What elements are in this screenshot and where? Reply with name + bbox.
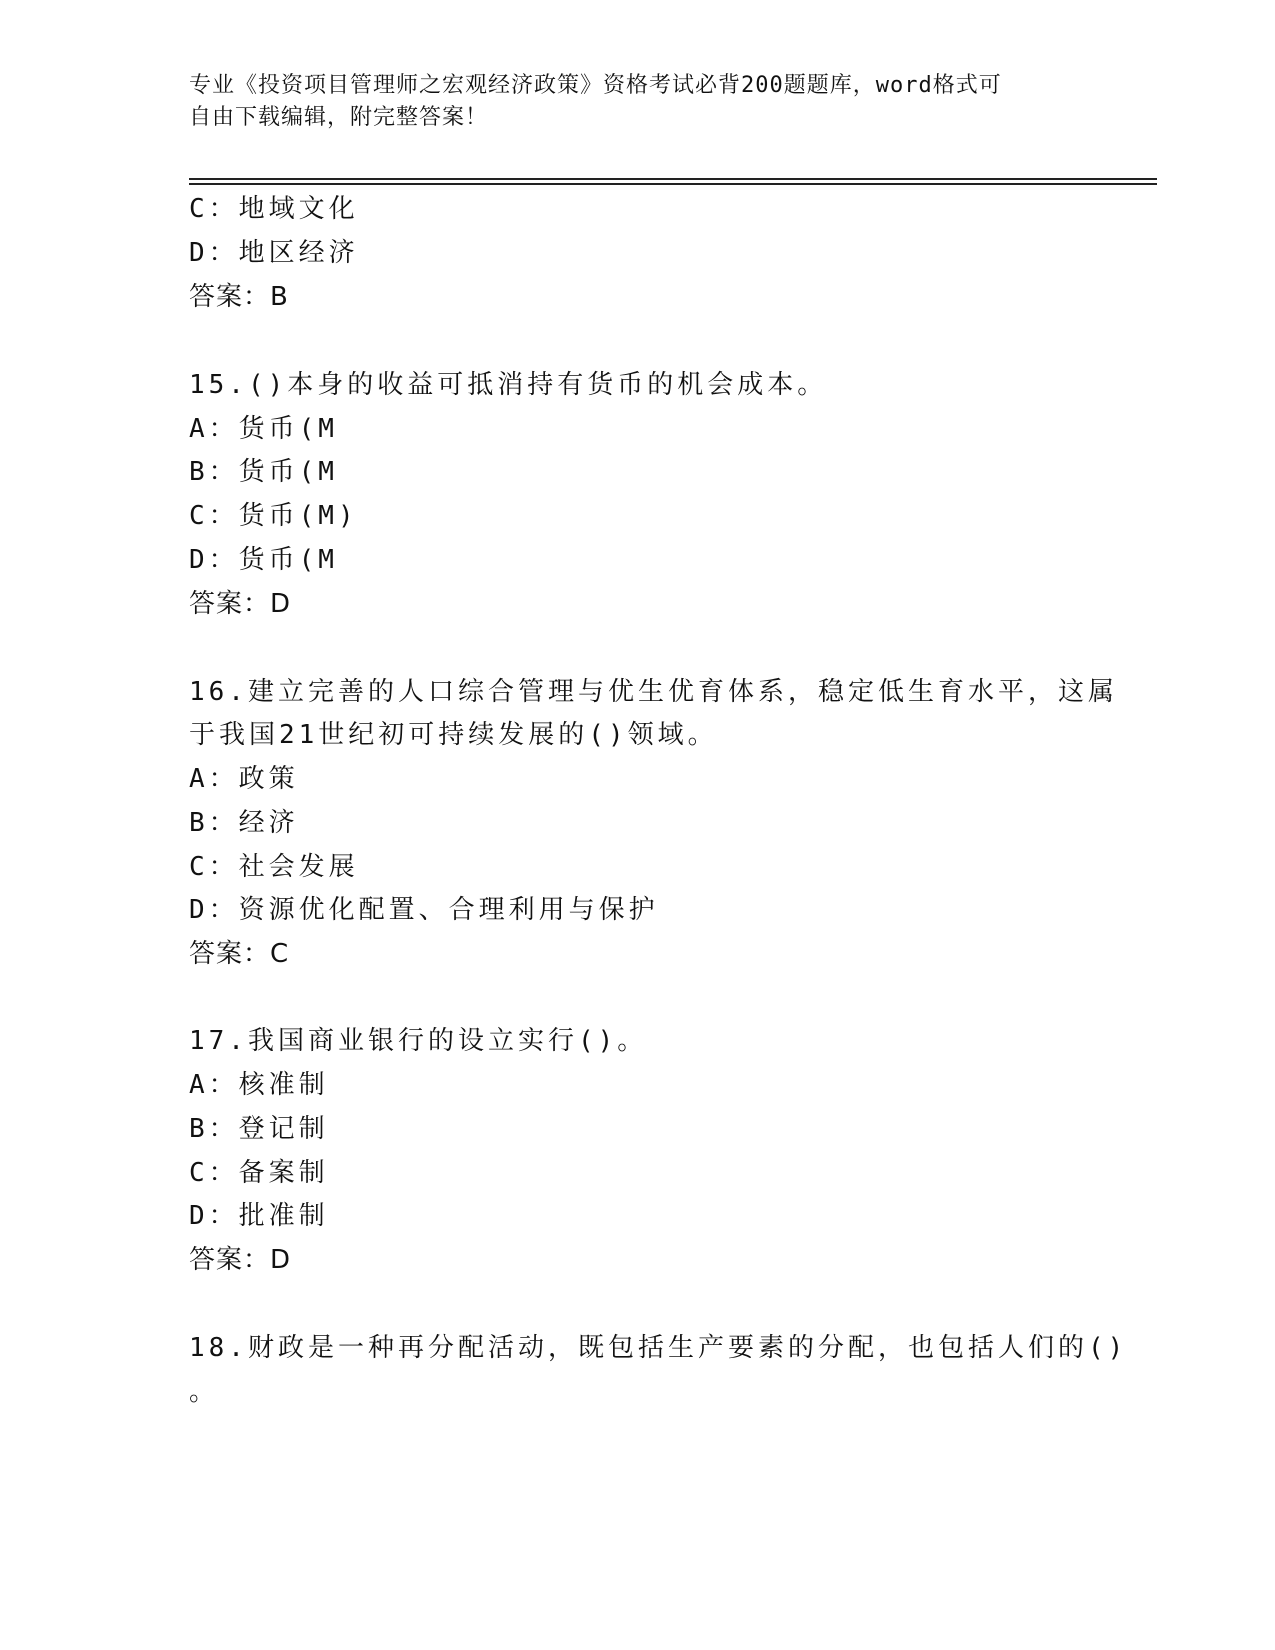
header-line-2: 自由下载编辑，附完整答案！	[189, 105, 489, 130]
header-divider-top	[189, 178, 1157, 180]
answer-line: 答案：B	[189, 282, 289, 312]
question-16-answer: 答案：C	[189, 939, 290, 969]
question-16-stem-line-2: 于我国21世纪初可持续发展的()领域。	[189, 720, 718, 750]
question-17-option-a: A：核准制	[189, 1070, 329, 1100]
option-c: C：地域文化	[189, 194, 359, 224]
document-header	[189, 70, 1069, 134]
question-17-option-b: B：登记制	[189, 1114, 329, 1144]
question-17-option-d: D：批准制	[189, 1201, 329, 1231]
question-16-option-b: B：经济	[189, 808, 299, 838]
question-15-stem: 15.()本身的收益可抵消持有货币的机会成本。	[189, 370, 828, 400]
question-16-option-a: A：政策	[189, 764, 299, 794]
header-divider-bottom	[189, 183, 1157, 185]
question-17-option-c: C：备案制	[189, 1158, 329, 1188]
question-15-option-a: A：货币(M	[189, 414, 338, 444]
question-15-option-c: C：货币(M)	[189, 501, 358, 531]
question-17-answer: 答案：D	[189, 1245, 292, 1275]
question-18-stem-line-2: 。	[189, 1377, 220, 1407]
question-16-option-c: C：社会发展	[189, 852, 359, 882]
header-line-1: 专业《投资项目管理师之宏观经济政策》资格考试必背200题题库，word格式可	[189, 73, 1002, 98]
question-15-option-b: B：货币(M	[189, 457, 338, 487]
question-15-answer: 答案：D	[189, 589, 292, 619]
question-17-stem: 17.我国商业银行的设立实行()。	[189, 1026, 648, 1056]
question-16-stem-line-1: 16.建立完善的人口综合管理与优生优育体系，稳定低生育水平，这属	[189, 677, 1118, 707]
question-15-option-d: D：货币(M	[189, 545, 338, 575]
option-d: D：地区经济	[189, 238, 359, 268]
question-16-option-d: D：资源优化配置、合理利用与保护	[189, 895, 659, 925]
question-18-stem-line-1: 18.财政是一种再分配活动，既包括生产要素的分配，也包括人们的()	[189, 1333, 1128, 1363]
